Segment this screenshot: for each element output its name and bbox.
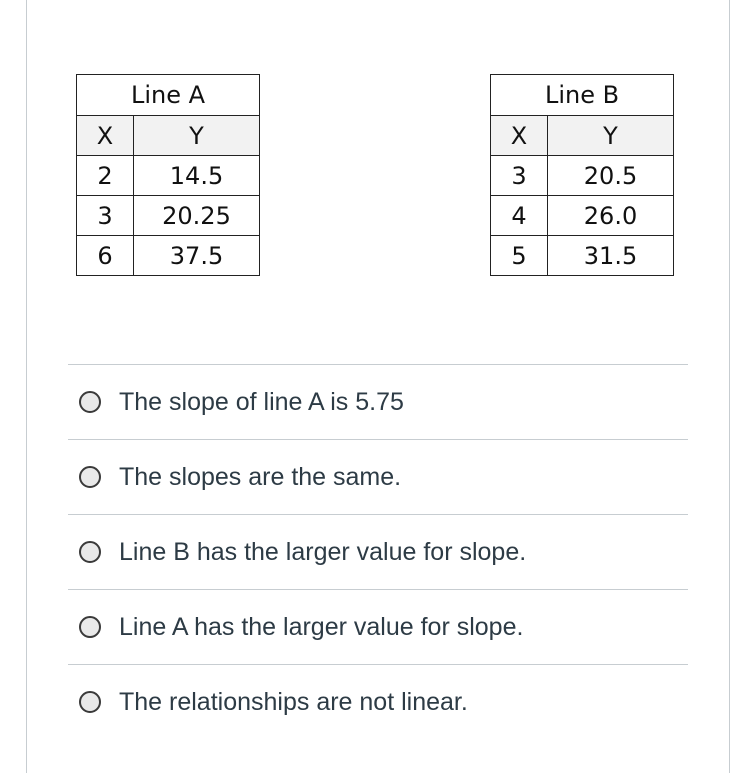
right-border [729,0,730,773]
radio-button[interactable] [79,616,101,638]
table-row [491,236,674,276]
answer-option-label: The relationships are not linear. [119,687,468,716]
cell-x: 2 [77,156,134,196]
cell-y: 20.5 [548,156,674,196]
cell-y: 31.5 [548,236,674,276]
cell-x: 4 [491,196,548,236]
answer-option[interactable] [68,439,688,514]
column-header-y: Y [134,116,260,156]
table-row [77,156,260,196]
answer-option[interactable] [68,589,688,664]
cell-x: 6 [77,236,134,276]
table-title: Line A [77,75,260,116]
left-border [26,0,27,773]
answer-option-label: The slopes are the same. [119,462,402,491]
answer-option-label: Line B has the larger value for slope. [119,537,527,566]
table-title: Line B [491,75,674,116]
table-row [77,236,260,276]
answer-choices [68,364,688,739]
cell-x: 3 [491,156,548,196]
cell-y: 14.5 [134,156,260,196]
table-row [77,196,260,236]
radio-button[interactable] [79,691,101,713]
table-row [491,156,674,196]
table-line-b [490,74,674,276]
cell-x: 3 [77,196,134,236]
table-line-a [76,74,260,276]
cell-y: 20.25 [134,196,260,236]
table-row [491,196,674,236]
answer-option-label: The slope of line A is 5.75 [119,387,404,416]
column-header-x: X [77,116,134,156]
radio-button[interactable] [79,541,101,563]
column-header-y: Y [548,116,674,156]
answer-option[interactable] [68,664,688,739]
radio-button[interactable] [79,391,101,413]
radio-button[interactable] [79,466,101,488]
cell-y: 26.0 [548,196,674,236]
answer-option-label: Line A has the larger value for slope. [119,612,524,641]
answer-option[interactable] [68,514,688,589]
cell-x: 5 [491,236,548,276]
column-header-x: X [491,116,548,156]
cell-y: 37.5 [134,236,260,276]
answer-option[interactable] [68,364,688,439]
